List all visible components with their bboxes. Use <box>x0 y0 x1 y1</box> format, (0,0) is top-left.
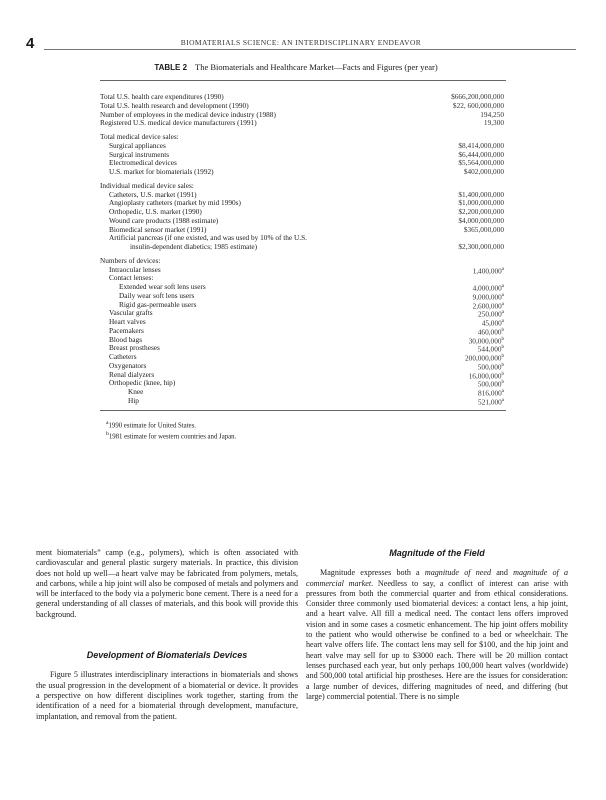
table-row <box>100 318 506 327</box>
left-column <box>36 548 298 722</box>
body-paragraph: ment biomaterials” camp (e.g., polymers), which is often associated with cardiovascular and general plastic surgery materials. In practice, this division does not hold up well—a heart valve may be fabricated from polymers, metals, and carbons, while a hip joint will also be composed of metals and polymers and will be interfaced to the body via a polymeric bone cement. There is a need for a general understanding of all classes of materials, and this book will provide this background. <box>36 548 298 619</box>
body-paragraph: Magnitude expresses both a magnitude of need and magnitude of a commercial market. Needless to say, a conflict of interest can arise with pressures from both the commercial quarter and from ethical considerations. Consider three commonly used biomaterial devices: a contact lens, a hip joint, and a heart valve. All fill a medical need. The contact lens offers improved vision and in some cases a cosmetic enhancement. The hip joint offers mobility to the patient who would otherwise be confined to a bed or wheelchair. The heart valve offers life. The contact lens may sell for $100, and the hip joint and heart valve may sell for up to $3000 each. There will be 20 million contact lenses purchased each year, but only perhaps 100,000 heart valves (worldwide) and 500,000 total artificial hip prostheses. Here are the issues for consideration: a large number of devices, differing magnitudes of need, and differing (but large) commercial potential. There is no simple <box>306 568 569 701</box>
row-label: insulin-dependent diabetics; 1985 estimate) <box>130 243 258 251</box>
row-label: Artificial pancreas (if one existed, and was used by 10% of the U.S. <box>109 234 307 243</box>
row-label: Electromedical devices <box>109 159 177 168</box>
row-value <box>404 274 506 283</box>
row-label: Individual medical device sales: <box>100 181 194 190</box>
row-label: Hip <box>128 396 139 405</box>
table-row <box>100 159 506 168</box>
row-label: Numbers of devices: <box>100 256 161 265</box>
row-value: 194,250 <box>480 109 504 119</box>
row-value: $2,300,000,000 <box>458 242 504 251</box>
row-label: Wound care products (1988 estimate) <box>109 216 219 225</box>
table-row <box>100 353 506 362</box>
row-label: U.S. market for biomaterials (1992) <box>109 168 214 176</box>
row-value: 19,300 <box>483 118 504 128</box>
table-row <box>100 93 506 102</box>
table-caption <box>86 62 506 72</box>
row-value: 16,000,000$^b$ <box>468 370 504 380</box>
row-label: Catheters, U.S. market (1991) <box>109 190 197 199</box>
table-row <box>100 371 506 380</box>
row-value: $365,000,000 <box>463 224 504 234</box>
table-row <box>100 301 506 310</box>
table-row <box>100 133 506 142</box>
row-value: 500,000$^b$ <box>477 379 504 389</box>
table-row <box>100 191 506 200</box>
table-row <box>100 257 506 266</box>
table-body <box>100 81 506 406</box>
market-table <box>100 62 506 441</box>
row-label: Heart valves <box>109 318 146 326</box>
row-value: $402,000,000 <box>463 167 504 176</box>
row-label: Blood bags <box>109 335 143 344</box>
header-rule <box>44 49 576 50</box>
row-value: 9,000,000$^a$ <box>472 292 504 302</box>
row-label: Orthopedic (knee, hip) <box>109 379 176 388</box>
section-heading: Development of Biomaterials Devices <box>86 650 248 661</box>
row-value: $666,200,000,000 <box>451 92 504 101</box>
row-value: 521,000$^a$ <box>478 397 504 407</box>
row-value: 45,000$^a$ <box>481 318 504 328</box>
table-row <box>100 151 506 160</box>
row-value: 816,000$^a$ <box>478 388 504 398</box>
table-row <box>100 111 506 120</box>
table-row <box>100 362 506 371</box>
table-row <box>100 182 506 191</box>
section-heading: Magnitude of the Field <box>389 548 485 558</box>
table-row <box>100 243 506 252</box>
table-row <box>100 208 506 217</box>
table-row <box>100 234 506 243</box>
row-value: 500,000$^b$ <box>477 362 504 372</box>
row-value: 30,000,000$^b$ <box>468 335 504 345</box>
table-row <box>100 397 506 406</box>
table-row <box>100 274 506 283</box>
row-label: Angioplasty catheters (market by mid 1990s) <box>109 199 241 208</box>
page-number: 4 <box>26 35 35 52</box>
table-row <box>100 199 506 208</box>
table-row <box>100 217 506 226</box>
row-value <box>404 257 506 266</box>
row-label: Total medical device sales: <box>100 133 179 141</box>
table-row <box>100 379 506 388</box>
row-value: $8,414,000,000 <box>458 140 504 150</box>
table-row <box>100 142 506 151</box>
row-label: Biomedical sensor market (1991) <box>109 225 207 234</box>
row-value: 200,000,000$^b$ <box>465 353 504 363</box>
row-value: 250,000$^a$ <box>478 309 504 319</box>
row-label: Breast prostheses <box>109 344 160 353</box>
row-label: Oxygenators <box>109 361 147 370</box>
table-footnote: $^a$1990 estimate for United States. <box>106 419 196 429</box>
row-value: 544,000$^b$ <box>477 344 504 354</box>
row-value: 4,000,000$^a$ <box>472 283 504 293</box>
row-value: $1,400,000,000 <box>458 189 504 199</box>
row-label: Knee <box>128 388 144 396</box>
page-header <box>26 35 576 52</box>
table-label: TABLE 2 <box>154 63 188 72</box>
table-row <box>100 266 506 275</box>
table-footnote: $^b$1981 estimate for western countries and Japan. <box>106 430 237 441</box>
row-label: Contact lenses: <box>109 274 154 283</box>
row-label: Total U.S. health care expenditures (1990) <box>100 93 224 101</box>
row-label: Total U.S. health research and development (1990) <box>100 101 249 110</box>
row-label: Surgical appliances <box>109 141 166 150</box>
row-value: $1,000,000,000 <box>458 198 504 208</box>
row-label: Pacemakers <box>109 326 144 335</box>
table-row <box>100 327 506 336</box>
row-value: 2,600,000$^a$ <box>472 300 504 310</box>
row-value: $22, 600,000,000 <box>452 100 504 110</box>
right-column <box>306 548 568 702</box>
table-row <box>100 336 506 345</box>
row-value: $5,564,000,000 <box>458 158 504 168</box>
table-row <box>100 309 506 318</box>
row-value: $4,000,000,000 <box>458 215 504 225</box>
table-row <box>100 388 506 397</box>
row-label: Renal dialyzers <box>109 370 155 379</box>
row-value: 1,400,000$^a$ <box>472 265 504 275</box>
row-label: Orthopedic, U.S. market (1990) <box>109 208 202 216</box>
table-row <box>100 226 506 235</box>
row-label: Number of employees in the medical device industry (1988) <box>100 110 276 119</box>
row-label: Surgical instruments <box>109 150 170 159</box>
table-row <box>100 283 506 292</box>
table-row <box>100 102 506 111</box>
row-label: Rigid gas-permeable users <box>119 300 197 309</box>
row-label: Intraocular lenses <box>109 265 161 274</box>
table-bottom-rule <box>100 410 506 411</box>
row-value: $6,444,000,000 <box>458 149 504 159</box>
table-title: The Biomaterials and Healthcare Market—Facts and Figures (per year) <box>195 62 438 72</box>
row-value: $2,200,000,000 <box>458 207 504 216</box>
row-label: Catheters <box>109 353 137 361</box>
row-label: Registered U.S. medical device manufacturers (1991) <box>100 119 257 128</box>
table-row <box>100 119 506 128</box>
body-paragraph: Figure 5 illustrates interdisciplinary interactions in biomaterials and shows the usual progression in the development of a biomaterial or device. It provides a perspective on how different disciplines work together, starting from the identification of a need for a biomaterial through development, manufacture, implantation, and removal from the patient. <box>36 670 298 721</box>
row-label: Vascular grafts <box>109 309 153 318</box>
table-row <box>100 292 506 301</box>
table-row <box>100 168 506 177</box>
running-head: BIOMATERIALS SCIENCE: AN INTERDISCIPLINARY ENDEAVOR <box>180 38 422 47</box>
row-value: 460,000$^b$ <box>477 327 504 337</box>
row-label: Extended wear soft lens users <box>119 283 206 291</box>
table-row <box>100 344 506 353</box>
row-label: Daily wear soft lens users <box>119 291 195 300</box>
